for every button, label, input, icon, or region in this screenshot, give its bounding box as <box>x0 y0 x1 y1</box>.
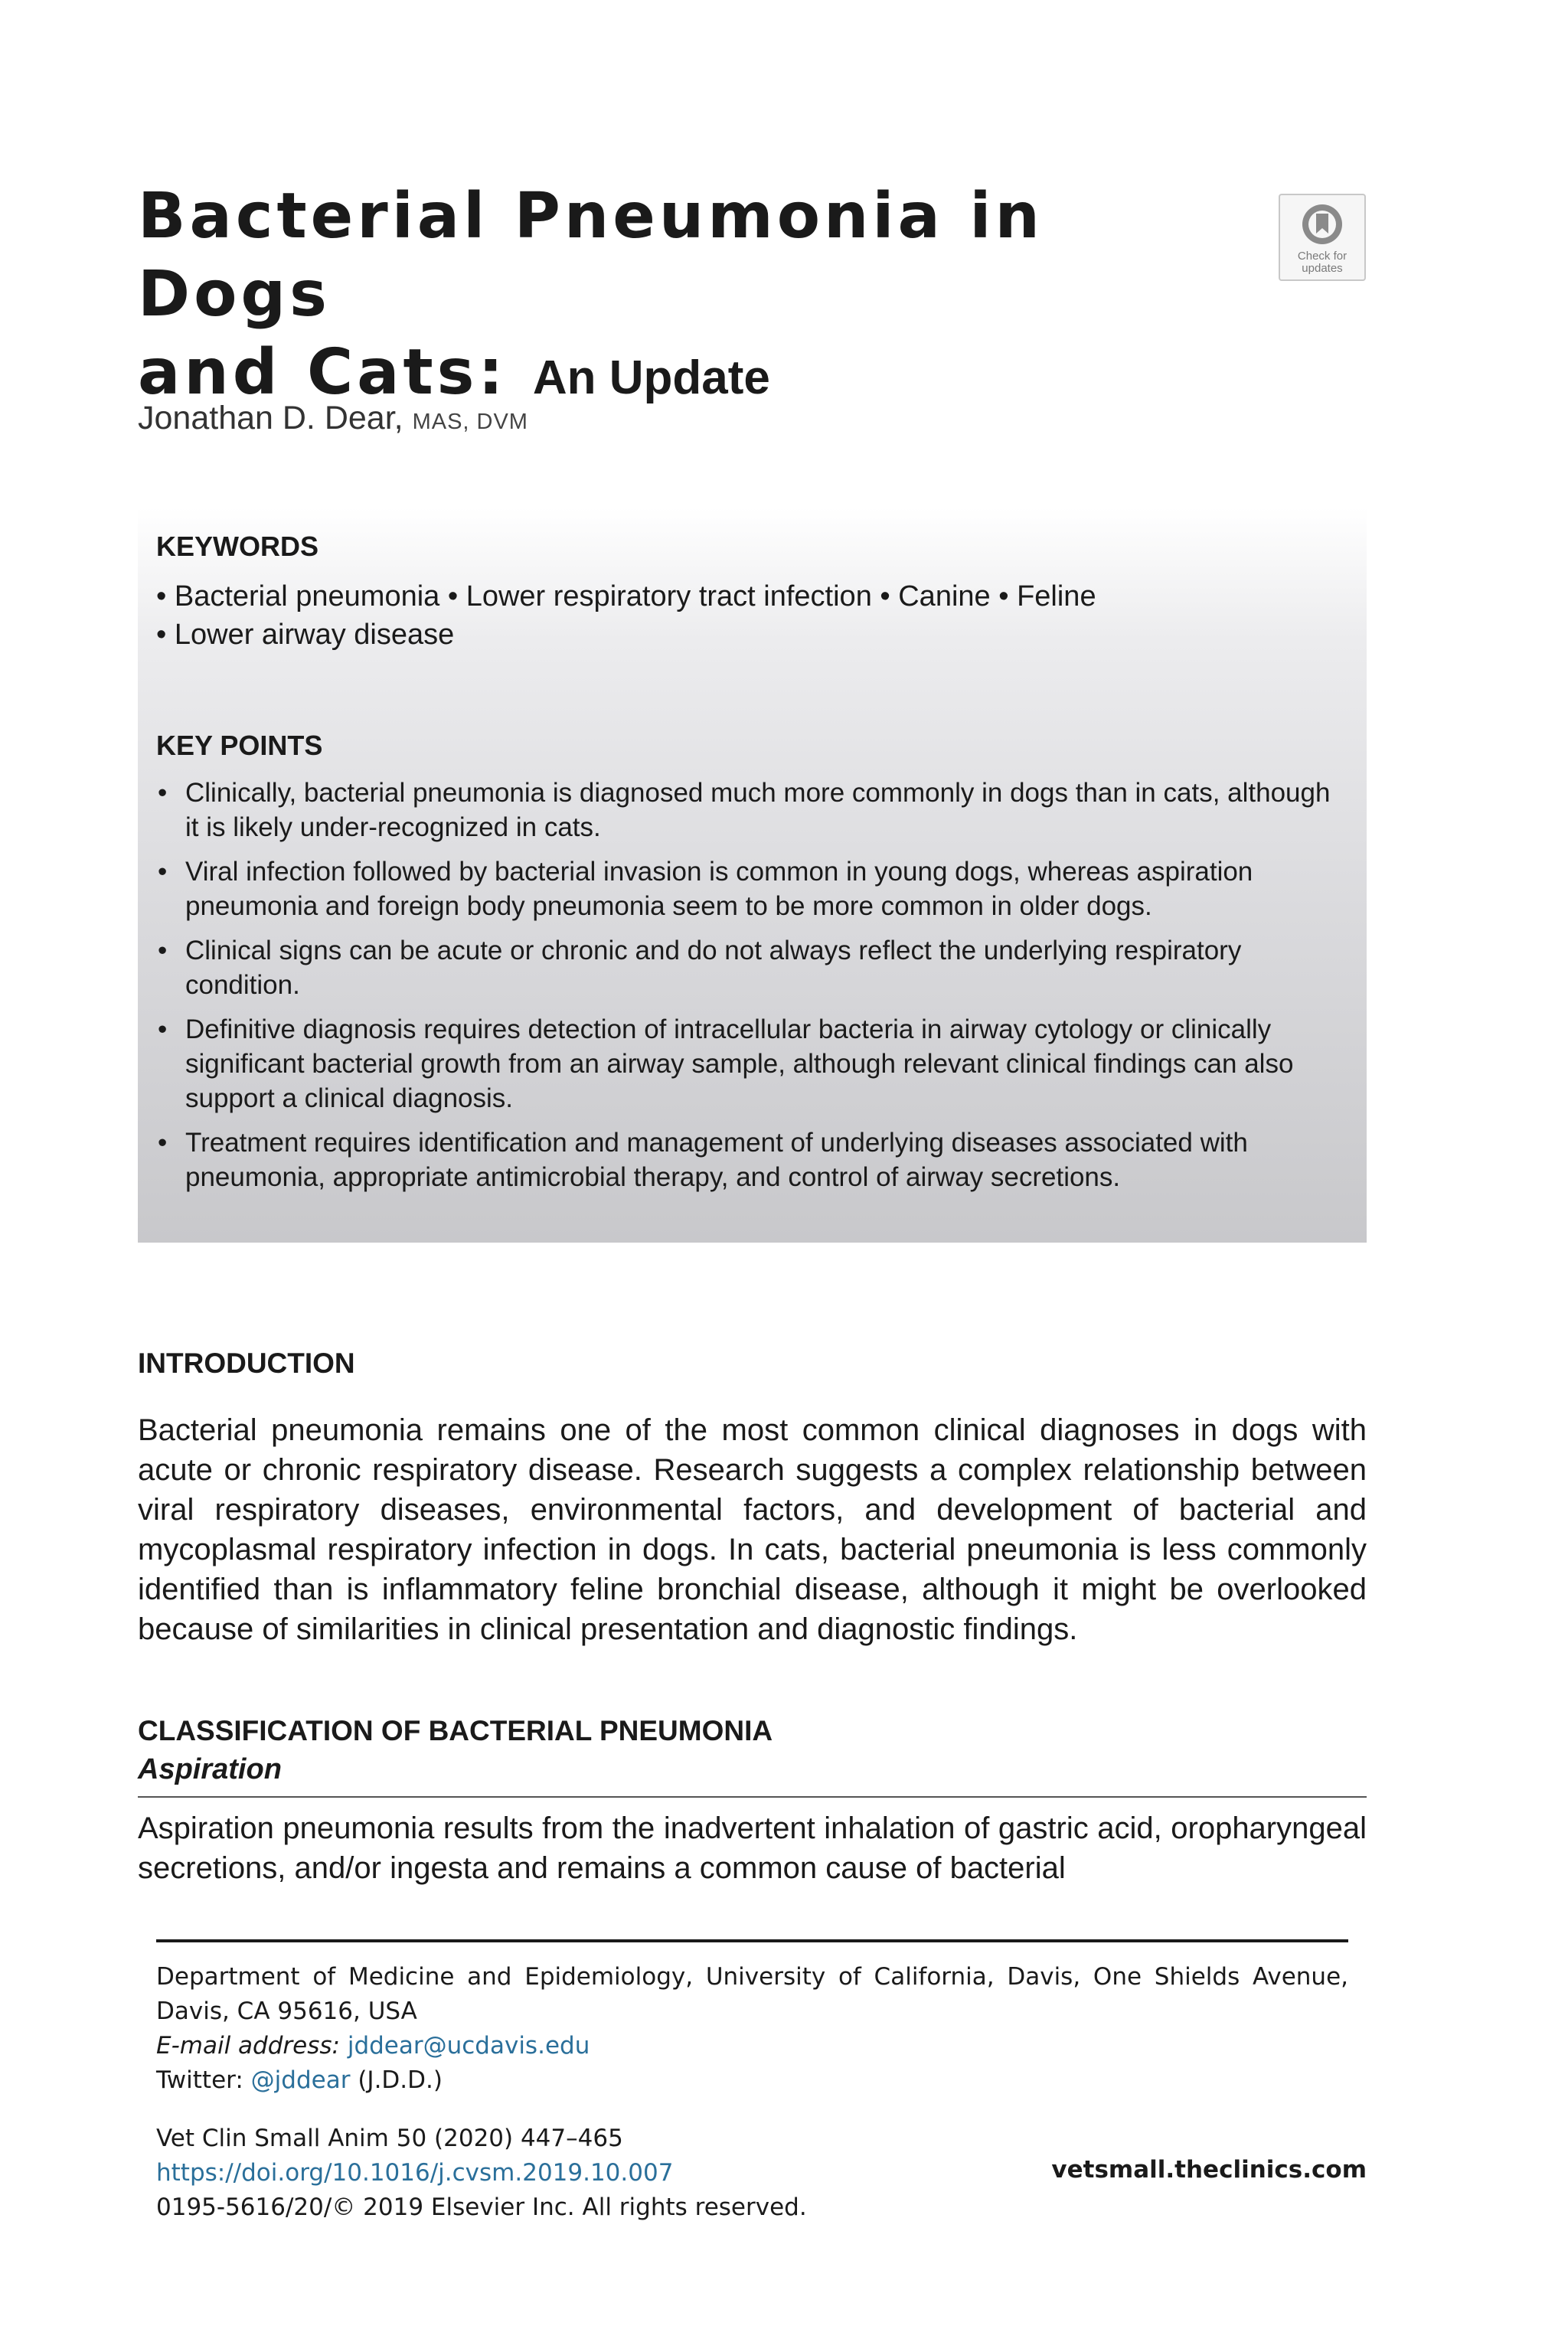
badge-text-line-1: Check for <box>1297 250 1348 263</box>
key-point-text: Clinically, bacterial pneumonia is diagnosed much more commonly in dogs than in cats, although it is likely under-recognized in cats. <box>185 778 1331 842</box>
author-degrees: MAS, DVM <box>412 410 528 434</box>
twitter-line <box>156 2063 1348 2098</box>
twitter-link[interactable]: @jddear <box>250 2066 351 2094</box>
key-point-text: Definitive diagnosis requires detection of intracellular bacteria in airway cytology or clinically significant bacterial growth from an airway sample, although relevant clinical findings can also support a clinical diagnosis. <box>185 1014 1294 1113</box>
email-line <box>156 2029 1348 2063</box>
copyright-line: 0195-5616/20/© 2019 Elsevier Inc. All rights reserved. <box>156 2194 807 2221</box>
keywords-line-2: • Lower airway disease <box>156 619 455 651</box>
bullet-marker: • <box>158 936 168 965</box>
key-points-list <box>156 776 1351 1204</box>
bookmark-update-icon <box>1301 203 1344 246</box>
check-for-updates-badge[interactable] <box>1279 194 1366 281</box>
keywords-line-1: • Bacterial pneumonia • Lower respiratory tract infection • Canine • Feline <box>156 580 1096 612</box>
key-point-item <box>156 933 1351 1002</box>
introduction-heading: INTRODUCTION <box>138 1348 355 1379</box>
author-line <box>138 400 528 437</box>
affiliation-text: Department of Medicine and Epidemiology, University of California, Davis, One Shields Avenue, Davis, CA 95616, USA <box>156 1963 1348 2025</box>
introduction-paragraph: Bacterial pneumonia remains one of the most common clinical diagnoses in dogs with acute or chronic respiratory disease. Research suggests a complex relationship between viral respiratory diseases, environmental factors, and development of bacterial and mycoplasmal respiratory infection in dogs. In cats, bacterial pneumonia is less commonly identified than is inflammatory feline bronchial disease, although it might be overlooked because of similarities in clinical presentation and diagnostic findings. <box>138 1413 1367 1646</box>
twitter-label: Twitter: <box>156 2066 243 2094</box>
bullet-marker: • <box>158 1128 168 1158</box>
doi-link[interactable]: https://doi.org/10.1016/j.cvsm.2019.10.007 <box>156 2159 674 2187</box>
key-point-item <box>156 776 1351 844</box>
key-points-heading: KEY POINTS <box>156 730 323 761</box>
bullet-marker: • <box>158 778 168 808</box>
classification-heading: CLASSIFICATION OF BACTERIAL PNEUMONIA <box>138 1715 773 1746</box>
key-point-item <box>156 1125 1351 1194</box>
bullet-marker: • <box>158 857 168 887</box>
key-point-text: Clinical signs can be acute or chronic and do not always reflect the underlying respiratory condition. <box>185 936 1242 1000</box>
key-point-item <box>156 1012 1351 1116</box>
subheading-rule <box>138 1796 1367 1798</box>
citation-line: Vet Clin Small Anim 50 (2020) 447–465 <box>156 2125 623 2152</box>
footnote-separator <box>156 1939 1348 1942</box>
twitter-suffix: (J.D.D.) <box>358 2066 443 2094</box>
aspiration-subheading: Aspiration <box>138 1753 282 1785</box>
badge-text-line-2: updates <box>1302 262 1343 275</box>
email-link[interactable]: jddear@ucdavis.edu <box>347 2032 590 2060</box>
author-name: Jonathan D. Dear, <box>138 400 403 436</box>
title-subtitle: An Update <box>532 351 770 404</box>
key-point-item <box>156 854 1351 923</box>
article-title <box>138 178 1210 417</box>
bullet-marker: • <box>158 1014 168 1044</box>
classification-paragraph: Aspiration pneumonia results from the inadvertent inhalation of gastric acid, oropharyngeal secretions, and/or ingesta and remains a common cause of bacterial <box>138 1811 1367 1885</box>
email-label: E-mail address: <box>156 2032 340 2060</box>
badge-text <box>1280 250 1364 275</box>
title-line-1: Bacterial Pneumonia in Dogs <box>138 180 1044 331</box>
keywords-heading: KEYWORDS <box>156 531 319 562</box>
title-line-2-main: and Cats: <box>138 336 508 409</box>
key-point-text: Viral infection followed by bacterial invasion is common in young dogs, whereas aspiration pneumonia and foreign body pneumonia seem to be more common in older dogs. <box>185 857 1253 921</box>
journal-website[interactable]: vetsmall.theclinics.com <box>1051 2156 1367 2184</box>
key-point-text: Treatment requires identification and management of underlying diseases associated with pneumonia, appropriate antimicrobial therapy, and control of airway secretions. <box>185 1128 1248 1192</box>
keywords-keypoints-box <box>138 508 1367 1243</box>
